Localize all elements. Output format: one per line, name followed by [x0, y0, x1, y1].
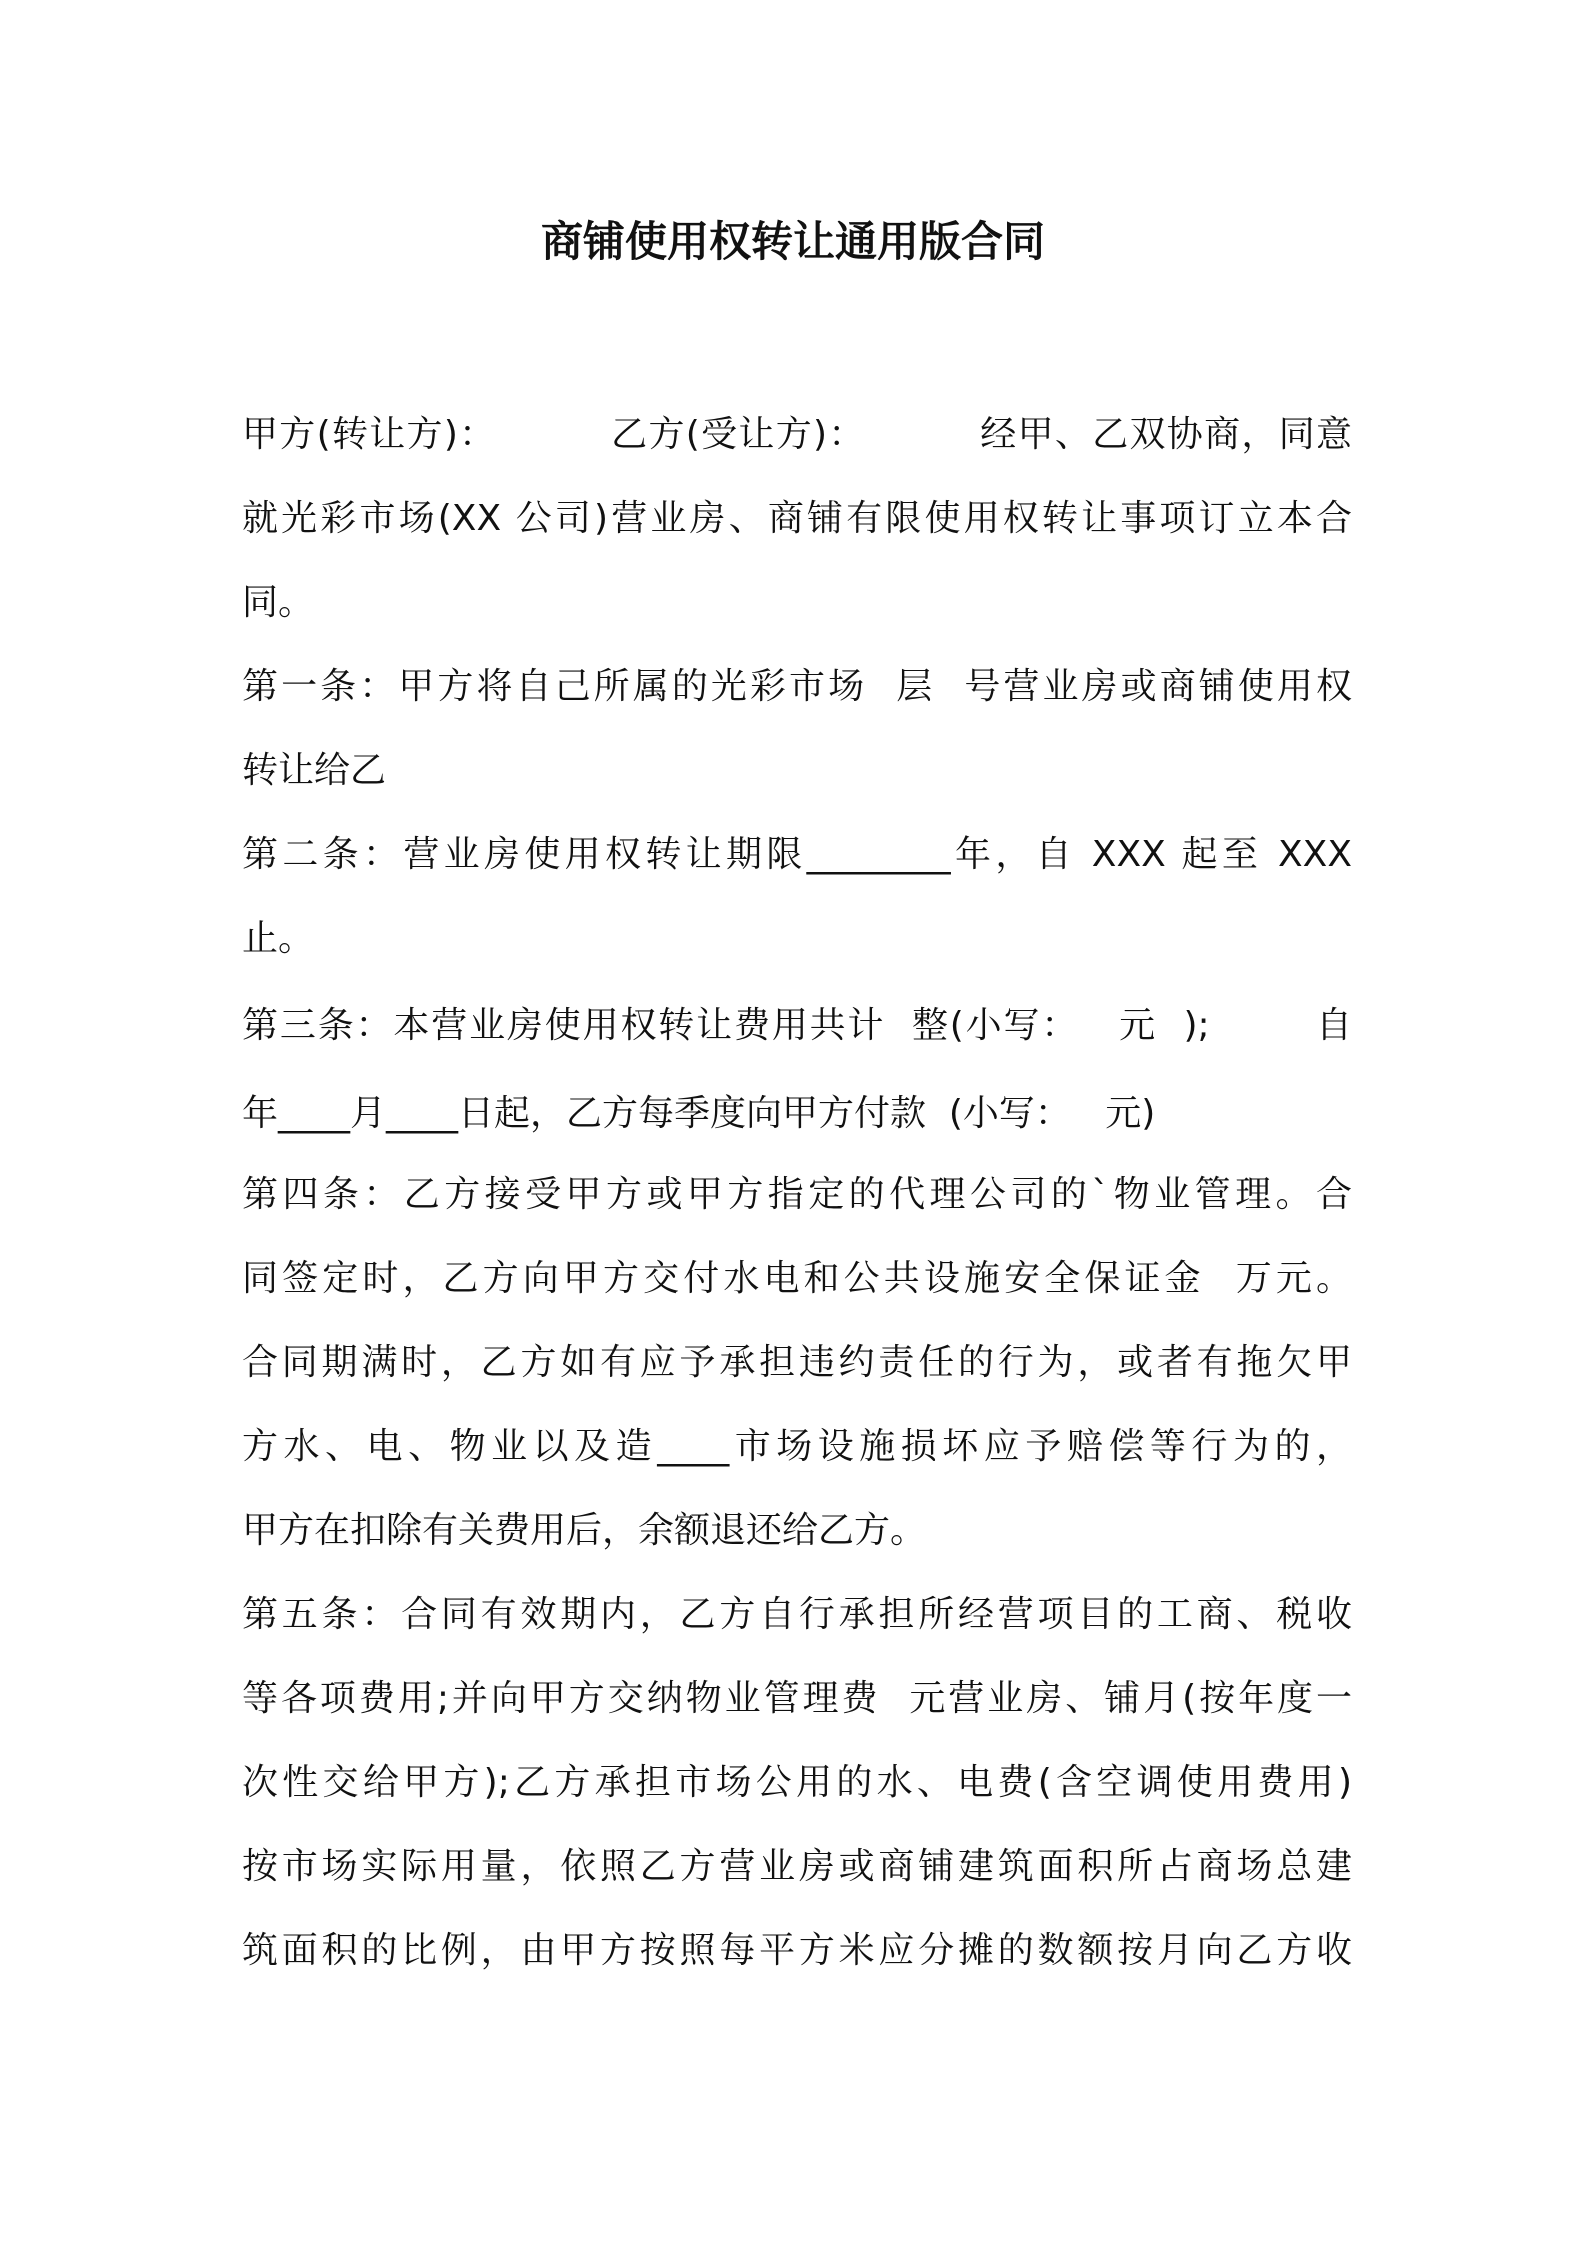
- article-2-line: 第二条：营业房使用权转让期限________年，自 XXX 起至 XXX: [242, 834, 1352, 875]
- paragraph-line: 转让给乙: [242, 750, 387, 791]
- paragraph-line: 就光彩市场(XX 公司)营业房、商铺有限使用权转让事项订立本合: [242, 498, 1352, 539]
- paragraph-line: 次性交给甲方);乙方承担市场公用的水、电费(含空调使用费用): [242, 1762, 1352, 1803]
- paragraph-line: 止。: [242, 918, 315, 959]
- paragraph-line: 等各项费用;并向甲方交纳物业管理费 元营业房、铺月(按年度一: [242, 1678, 1352, 1719]
- article-1-line: 第一条：甲方将自己所属的光彩市场 层 号营业房或商铺使用权: [242, 666, 1352, 707]
- paragraph-line: 方水、电、物业以及造____市场设施损坏应予赔偿等行为的，: [242, 1426, 1352, 1467]
- article-3-line: 第三条：本营业房使用权转让费用共计 整(小写： 元 ); 自: [242, 1005, 1352, 1046]
- paragraph-line: 按市场实际用量，依照乙方营业房或商铺建筑面积所占商场总建: [242, 1846, 1352, 1887]
- paragraph-line: 同签定时，乙方向甲方交付水电和公共设施安全保证金 万元。: [242, 1258, 1352, 1299]
- paragraph-line: 年____月____日起，乙方每季度向甲方付款 (小写： 元): [242, 1093, 1156, 1134]
- document-title: 商铺使用权转让通用版合同: [540, 217, 1045, 266]
- paragraph-line: 合同期满时，乙方如有应予承担违约责任的行为，或者有拖欠甲: [242, 1342, 1352, 1383]
- paragraph-line: 筑面积的比例，由甲方按照每平方米应分摊的数额按月向乙方收: [242, 1930, 1352, 1971]
- paragraph-line: 甲方(转让方)： 乙方(受让方)： 经甲、乙双协商，同意: [242, 414, 1352, 455]
- paragraph-line: 甲方在扣除有关费用后，余额退还给乙方。: [242, 1510, 927, 1551]
- paragraph-line: 同。: [242, 582, 315, 623]
- article-4-line: 第四条：乙方接受甲方或甲方指定的代理公司的`物业管理。合: [242, 1174, 1352, 1215]
- article-5-line: 第五条：合同有效期内，乙方自行承担所经营项目的工商、税收: [242, 1594, 1352, 1635]
